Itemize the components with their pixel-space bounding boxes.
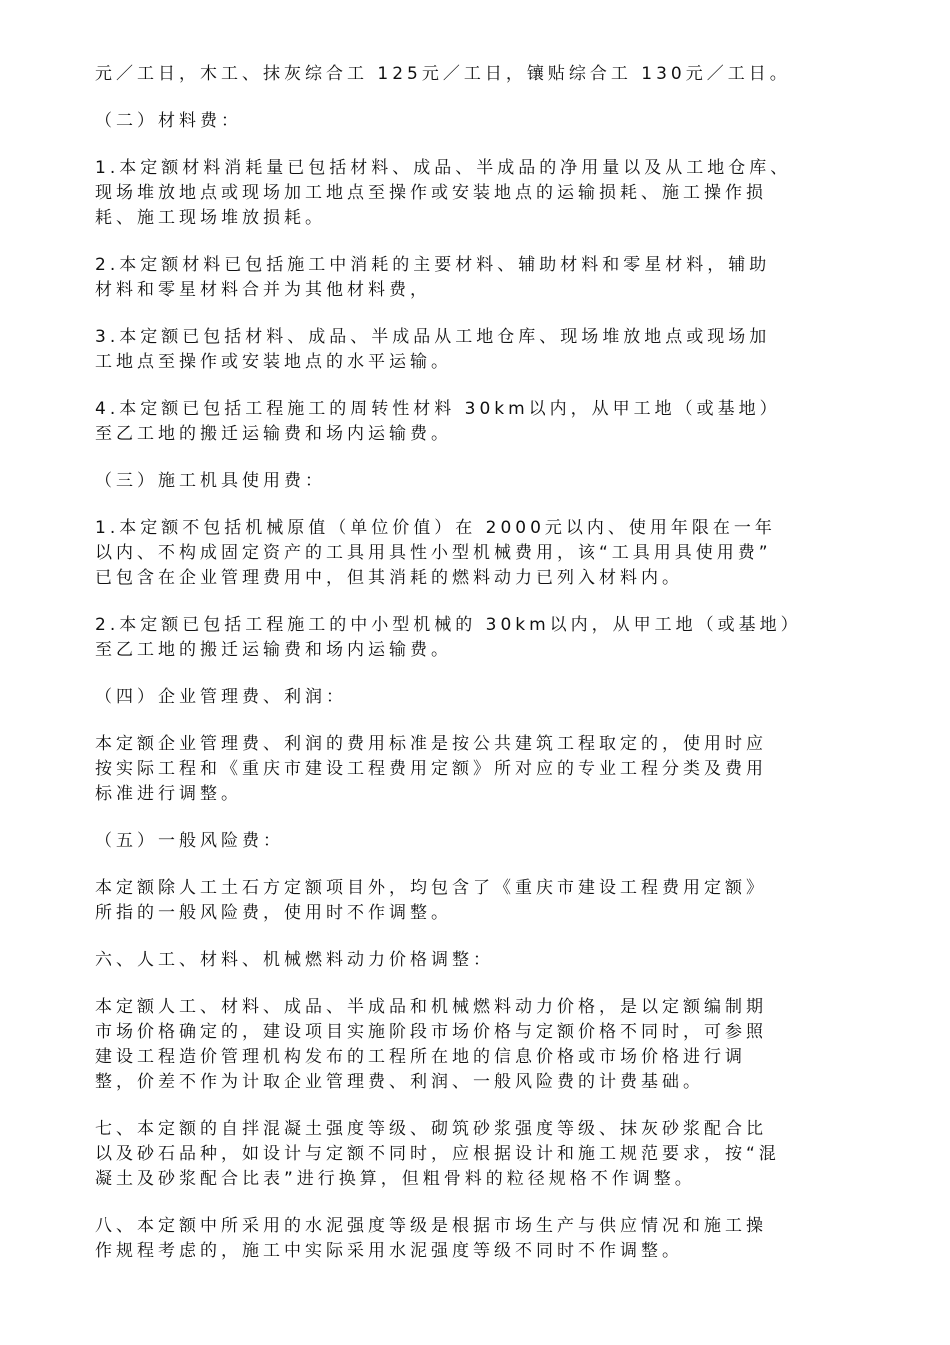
text-line: 凝土及砂浆配合比表”进行换算，但粗骨料的粒径规格不作调整。 xyxy=(95,1169,696,1189)
text-line: 七、本定额的自拌混凝土强度等级、砌筑砂浆强度等级、抹灰砂浆配合比 xyxy=(95,1119,767,1139)
text-line: 耗、施工现场堆放损耗。 xyxy=(95,208,326,228)
text-line: （五）一般风险费： xyxy=(95,831,284,851)
paragraph xyxy=(95,156,885,231)
paragraph xyxy=(95,876,885,926)
text-line: 本定额人工、材料、成品、半成品和机械燃料动力价格，是以定额编制期 xyxy=(95,997,767,1017)
section-heading-materials xyxy=(95,109,885,134)
paragraph xyxy=(95,325,885,375)
text-line: 以及砂石品种，如设计与定额不同时，应根据设计和施工规范要求，按“混 xyxy=(95,1144,780,1164)
text-line: 按实际工程和《重庆市建设工程费用定额》所对应的专业工程分类及费用 xyxy=(95,759,767,779)
text-line: 标准进行调整。 xyxy=(95,784,242,804)
text-line: （四）企业管理费、利润： xyxy=(95,687,347,707)
text-line: 以内、不构成固定资产的工具用具性小型机械费用，该“工具用具使用费” xyxy=(95,543,772,563)
paragraph xyxy=(95,613,885,663)
text-line: 本定额除人工土石方定额项目外，均包含了《重庆市建设工程费用定额》 xyxy=(95,878,767,898)
text-line: 元／工日，木工、抹灰综合工 125元／工日，镶贴综合工 130元／工日。 xyxy=(95,64,791,84)
paragraph xyxy=(95,253,885,303)
text-line: 至乙工地的搬迁运输费和场内运输费。 xyxy=(95,640,452,660)
section-heading-management-fee xyxy=(95,685,885,710)
text-line: 现场堆放地点或现场加工地点至操作或安装地点的运输损耗、施工操作损 xyxy=(95,183,767,203)
paragraph xyxy=(95,1117,885,1192)
text-line: 至乙工地的搬迁运输费和场内运输费。 xyxy=(95,424,452,444)
text-line: 六、人工、材料、机械燃料动力价格调整： xyxy=(95,950,494,970)
paragraph xyxy=(95,516,885,591)
text-line: 3.本定额已包括材料、成品、半成品从工地仓库、现场堆放地点或现场加 xyxy=(95,327,771,347)
text-line: 2.本定额已包括工程施工的中小型机械的 30km以内，从甲工地（或基地） xyxy=(95,615,802,635)
text-line: 材料和零星材料合并为其他材料费， xyxy=(95,280,431,300)
text-line: 作规程考虑的，施工中实际采用水泥强度等级不同时不作调整。 xyxy=(95,1241,683,1261)
text-line: 八、本定额中所采用的水泥强度等级是根据市场生产与供应情况和施工操 xyxy=(95,1216,767,1236)
text-line: 1.本定额材料消耗量已包括材料、成品、半成品的净用量以及从工地仓库、 xyxy=(95,158,792,178)
paragraph xyxy=(95,62,885,87)
text-line: 4.本定额已包括工程施工的周转性材料 30km以内，从甲工地（或基地） xyxy=(95,399,781,419)
section-heading-risk-fee xyxy=(95,829,885,854)
paragraph xyxy=(95,397,885,447)
paragraph xyxy=(95,995,885,1095)
text-line: 1.本定额不包括机械原值（单位价值）在 2000元以内、使用年限在一年 xyxy=(95,518,776,538)
text-line: 已包含在企业管理费用中，但其消耗的燃料动力已列入材料内。 xyxy=(95,568,683,588)
text-line: 整，价差不作为计取企业管理费、利润、一般风险费的计费基础。 xyxy=(95,1072,704,1092)
text-line: （三）施工机具使用费： xyxy=(95,471,326,491)
document-body xyxy=(95,62,885,1286)
text-line: 本定额企业管理费、利润的费用标准是按公共建筑工程取定的，使用时应 xyxy=(95,734,767,754)
paragraph xyxy=(95,732,885,807)
text-line: 2.本定额材料已包括施工中消耗的主要材料、辅助材料和零星材料，辅助 xyxy=(95,255,771,275)
section-heading-price-adjustment xyxy=(95,948,885,973)
text-line: 建设工程造价管理机构发布的工程所在地的信息价格或市场价格进行调 xyxy=(95,1047,746,1067)
text-line: 所指的一般风险费，使用时不作调整。 xyxy=(95,903,452,923)
section-heading-machinery xyxy=(95,469,885,494)
text-line: 市场价格确定的，建设项目实施阶段市场价格与定额价格不同时，可参照 xyxy=(95,1022,767,1042)
paragraph xyxy=(95,1214,885,1264)
text-line: 工地点至操作或安装地点的水平运输。 xyxy=(95,352,452,372)
text-line: （二）材料费： xyxy=(95,111,242,131)
